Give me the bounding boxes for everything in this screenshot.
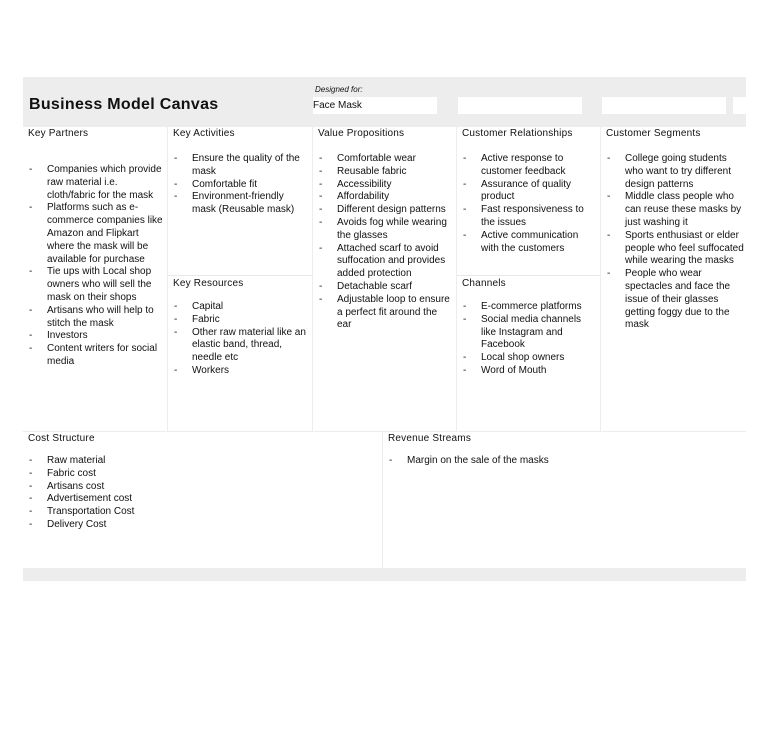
bullet-dash: - bbox=[463, 204, 467, 216]
bullet-dash: - bbox=[29, 202, 33, 214]
list-item bbox=[463, 301, 598, 314]
list-item-text: People who wear spectacles and face the issue of their glasses getting foggy due to the mask bbox=[625, 268, 731, 331]
list-item-text: Social media channels like Instagram and Facebook bbox=[481, 313, 582, 351]
channels-list bbox=[463, 301, 598, 378]
list-item-text: Active response to customer feedback bbox=[481, 153, 566, 177]
list-item bbox=[319, 281, 454, 294]
list-item-text: Transportation Cost bbox=[47, 506, 135, 518]
list-item-text: College going students who want to try different design patterns bbox=[625, 153, 731, 190]
bullet-dash: - bbox=[29, 304, 33, 316]
revenue-streams-section bbox=[383, 432, 746, 568]
list-item bbox=[319, 204, 454, 217]
revenue-streams-title: Revenue Streams bbox=[388, 433, 472, 444]
bullet-dash: - bbox=[319, 165, 323, 177]
customer-segments-section bbox=[601, 127, 746, 431]
list-item bbox=[29, 506, 380, 519]
list-item bbox=[607, 230, 744, 268]
list-item bbox=[29, 330, 165, 343]
designed-for-field[interactable] bbox=[313, 97, 437, 114]
list-item-text: Detachable scarf bbox=[337, 280, 413, 292]
bullet-dash: - bbox=[174, 301, 178, 312]
list-item-text: Fabric cost bbox=[47, 467, 96, 479]
list-item bbox=[174, 153, 310, 179]
list-item-text: Fast responsiveness to the issues bbox=[481, 204, 584, 228]
bullet-dash: - bbox=[389, 455, 393, 466]
list-item-text: Platforms such as e-commerce companies like Amazon and Flipkart where the mask will be available for purchase bbox=[47, 202, 163, 265]
list-item bbox=[29, 164, 165, 202]
bullet-dash: - bbox=[174, 191, 178, 203]
list-item bbox=[174, 301, 310, 314]
list-item-text: Assurance of quality product bbox=[481, 178, 572, 203]
key-partners-list bbox=[29, 164, 165, 369]
value-propositions-list bbox=[319, 153, 454, 332]
customer-relationships-title: Customer Relationships bbox=[462, 128, 573, 139]
bullet-dash: - bbox=[29, 343, 33, 355]
list-item bbox=[29, 455, 380, 468]
list-item bbox=[607, 191, 744, 229]
list-item bbox=[319, 191, 454, 204]
list-item-text: Delivery Cost bbox=[47, 518, 107, 530]
list-item bbox=[319, 217, 454, 243]
list-item bbox=[319, 179, 454, 192]
bullet-dash: - bbox=[174, 178, 178, 190]
header-field-3[interactable] bbox=[602, 97, 726, 114]
list-item bbox=[29, 343, 165, 369]
designed-for-value: Face Mask bbox=[313, 100, 362, 111]
list-item bbox=[174, 191, 310, 217]
key-activities-title: Key Activities bbox=[173, 128, 235, 139]
channels-title: Channels bbox=[462, 278, 506, 289]
bullet-dash: - bbox=[29, 480, 33, 492]
list-item-text: Capital bbox=[192, 301, 224, 312]
bullet-dash: - bbox=[319, 216, 323, 228]
list-item bbox=[319, 166, 454, 179]
bullet-dash: - bbox=[29, 266, 33, 278]
list-item-text: Affordability bbox=[337, 191, 390, 203]
customer-segments-list bbox=[607, 153, 744, 332]
list-item bbox=[463, 352, 598, 365]
header-field-4[interactable] bbox=[733, 97, 746, 114]
bullet-dash: - bbox=[29, 330, 33, 342]
list-item bbox=[29, 481, 380, 494]
bullet-dash: - bbox=[607, 229, 611, 241]
list-item bbox=[29, 493, 380, 506]
list-item-text: Middle class people who can reuse these masks by just washing it bbox=[625, 191, 742, 228]
bullet-dash: - bbox=[29, 506, 33, 518]
list-item-text: Accessibility bbox=[337, 178, 392, 190]
list-item bbox=[29, 202, 165, 266]
list-item bbox=[174, 327, 310, 365]
list-item-text: Reusable fabric bbox=[337, 165, 407, 177]
list-item-text: Comfortable fit bbox=[192, 178, 258, 190]
bullet-dash: - bbox=[463, 364, 467, 376]
bullet-dash: - bbox=[319, 280, 323, 292]
bullet-dash: - bbox=[29, 164, 33, 175]
customer-relationships-section bbox=[457, 127, 600, 431]
list-item bbox=[463, 153, 598, 179]
list-item-text: Ensure the quality of the mask bbox=[192, 153, 300, 177]
list-item-text: Avoids fog while wearing the glasses bbox=[337, 216, 447, 241]
bullet-dash: - bbox=[319, 242, 323, 254]
list-item-text: Fabric bbox=[192, 313, 220, 325]
list-item bbox=[174, 314, 310, 327]
list-item-text: Investors bbox=[47, 330, 88, 342]
list-item-text: Attached scarf to avoid suffocation and provides added protection bbox=[337, 242, 446, 280]
list-item-text: Other raw material like an elastic band, thread, needle etc bbox=[192, 326, 306, 364]
list-item bbox=[29, 519, 380, 532]
list-item-text: Artisans who will help to stitch the mask bbox=[47, 304, 154, 329]
cost-structure-list bbox=[29, 455, 380, 532]
bullet-dash: - bbox=[29, 493, 33, 505]
list-item-text: Different design patterns bbox=[337, 204, 446, 216]
list-item bbox=[463, 204, 598, 230]
list-item-text: Artisans cost bbox=[47, 480, 105, 492]
bullet-dash: - bbox=[29, 518, 33, 530]
bullet-dash: - bbox=[319, 293, 323, 305]
key-partners-section bbox=[23, 127, 167, 431]
bullet-dash: - bbox=[463, 301, 467, 312]
customer-segments-title: Customer Segments bbox=[606, 128, 701, 139]
list-item bbox=[319, 153, 454, 166]
list-item bbox=[319, 243, 454, 281]
bullet-dash: - bbox=[174, 153, 178, 164]
bullet-dash: - bbox=[463, 229, 467, 241]
list-item-text: Content writers for social media bbox=[47, 343, 158, 367]
bullet-dash: - bbox=[607, 153, 611, 164]
list-item-text: Margin on the sale of the masks bbox=[407, 455, 549, 466]
header-field-2[interactable] bbox=[458, 97, 582, 114]
value-propositions-title: Value Propositions bbox=[318, 128, 405, 139]
bullet-dash: - bbox=[607, 268, 611, 280]
list-item-text: E-commerce platforms bbox=[481, 301, 582, 312]
divider bbox=[168, 275, 312, 276]
revenue-streams-list bbox=[389, 455, 744, 468]
key-resources-title: Key Resources bbox=[173, 278, 244, 289]
list-item bbox=[174, 365, 310, 378]
list-item-text: Advertisement cost bbox=[47, 493, 133, 505]
bullet-dash: - bbox=[174, 313, 178, 325]
list-item-text: Workers bbox=[192, 364, 230, 376]
bullet-dash: - bbox=[463, 153, 467, 164]
list-item bbox=[29, 468, 380, 481]
bullet-dash: - bbox=[319, 191, 323, 203]
list-item bbox=[319, 294, 454, 332]
bullet-dash: - bbox=[607, 191, 611, 203]
key-partners-title: Key Partners bbox=[28, 128, 89, 139]
key-resources-list bbox=[174, 301, 310, 378]
bullet-dash: - bbox=[463, 352, 467, 364]
list-item bbox=[29, 305, 165, 331]
list-item-text: Active communication with the customers bbox=[481, 229, 579, 254]
cost-structure-section bbox=[23, 432, 382, 568]
list-item bbox=[463, 230, 598, 256]
list-item bbox=[463, 179, 598, 205]
bullet-dash: - bbox=[319, 178, 323, 190]
bullet-dash: - bbox=[463, 313, 467, 325]
list-item bbox=[463, 314, 598, 352]
value-propositions-section bbox=[313, 127, 456, 431]
bullet-dash: - bbox=[174, 326, 178, 338]
list-item-text: Word of Mouth bbox=[481, 364, 547, 376]
list-item bbox=[389, 455, 744, 468]
bullet-dash: - bbox=[29, 455, 33, 466]
list-item-text: Adjustable loop to ensure a perfect fit around the ear bbox=[337, 293, 450, 331]
cost-structure-title: Cost Structure bbox=[28, 433, 95, 444]
customer-relationships-list bbox=[463, 153, 598, 255]
bullet-dash: - bbox=[319, 204, 323, 216]
list-item-text: Companies which provide raw material i.e. cloth/fabric for the mask bbox=[47, 164, 162, 201]
divider bbox=[457, 275, 600, 276]
list-item-text: Tie ups with Local shop owners who will sell the mask on their shops bbox=[47, 266, 152, 303]
list-item bbox=[174, 179, 310, 192]
list-item-text: Comfortable wear bbox=[337, 153, 416, 164]
list-item-text: Local shop owners bbox=[481, 352, 565, 364]
bullet-dash: - bbox=[174, 364, 178, 376]
key-activities-section bbox=[168, 127, 312, 431]
list-item-text: Environment-friendly mask (Reusable mask) bbox=[192, 191, 295, 216]
list-item bbox=[463, 365, 598, 378]
list-item-text: Raw material bbox=[47, 455, 106, 466]
key-activities-list bbox=[174, 153, 310, 217]
designed-for-label: Designed for: bbox=[315, 85, 363, 94]
list-item bbox=[607, 153, 744, 191]
business-model-canvas bbox=[23, 77, 746, 581]
canvas-title: Business Model Canvas bbox=[29, 96, 219, 113]
list-item-text: Sports enthusiast or elder people who feel suffocated while wearing the masks bbox=[625, 229, 744, 267]
list-item bbox=[29, 266, 165, 304]
bullet-dash: - bbox=[319, 153, 323, 164]
bullet-dash: - bbox=[463, 178, 467, 190]
list-item bbox=[607, 268, 744, 332]
bullet-dash: - bbox=[29, 467, 33, 479]
